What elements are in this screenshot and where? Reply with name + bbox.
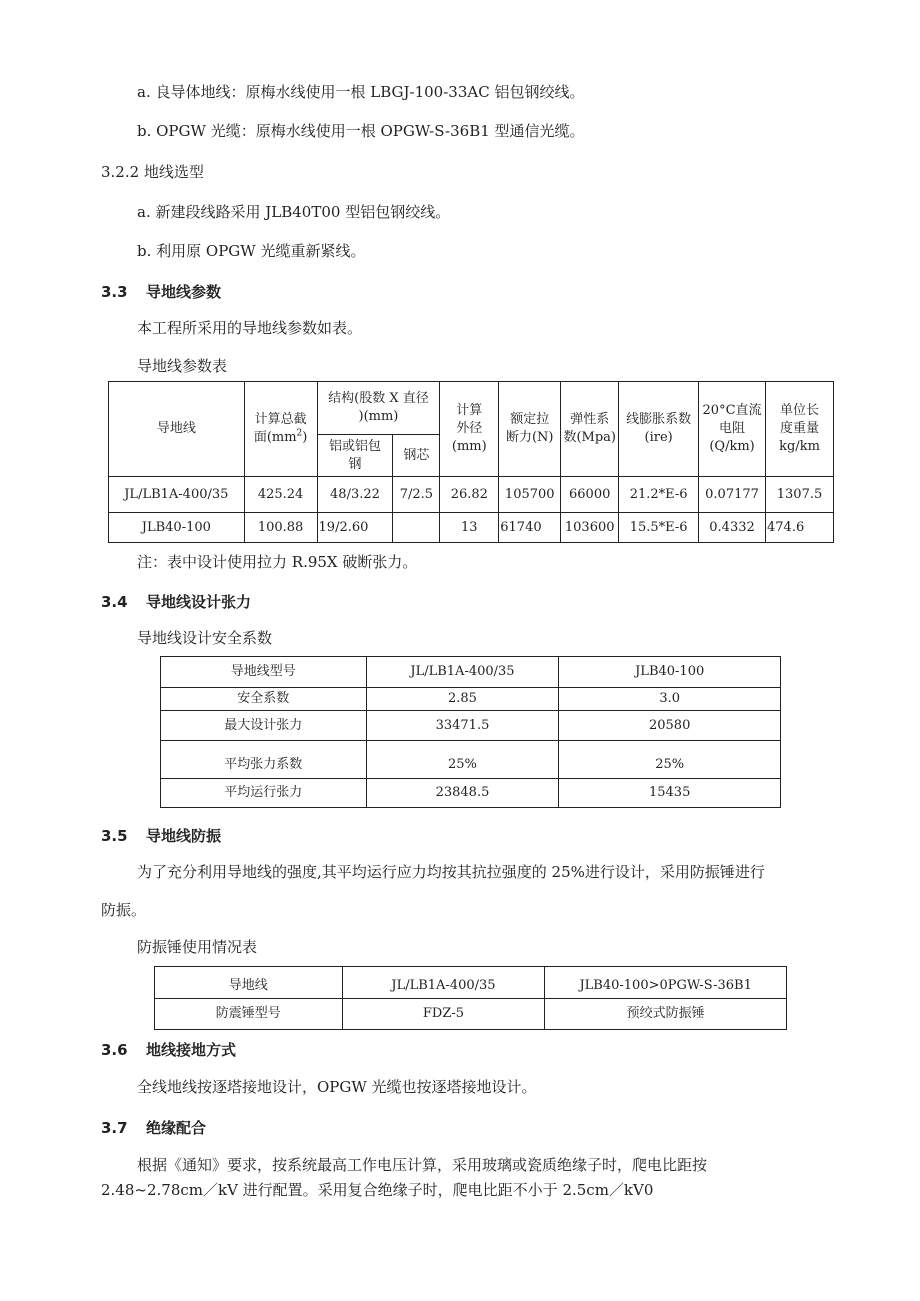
section-3-2-2-title: 3.2.2 地线选型 bbox=[101, 163, 204, 181]
row-label: 安全系数 bbox=[161, 688, 367, 711]
header-area: 计算总截 面$(mm^2)$ bbox=[244, 382, 317, 477]
design-tension-table bbox=[160, 656, 781, 808]
section-title: 地线接地方式 bbox=[146, 1041, 237, 1059]
header-steel: 钢芯 bbox=[393, 435, 440, 477]
cell-exp: 21.2*E-6 bbox=[619, 477, 699, 513]
row-label: 最大设计张力 bbox=[161, 711, 367, 741]
header-elastic-modulus: 弹性系 数(Mpa) bbox=[561, 382, 619, 477]
section-3-3-intro: 本工程所采用的导地线参数如表。 bbox=[137, 319, 363, 337]
section-title: 导地线参数 bbox=[146, 283, 222, 301]
table-row bbox=[155, 999, 787, 1030]
cell-name: JL/LB1A-400/35 bbox=[109, 477, 245, 513]
cell-value: 33471.5 bbox=[366, 711, 559, 741]
row-label: 防震锤型号 bbox=[155, 999, 343, 1030]
section-3-5-heading bbox=[101, 826, 221, 846]
table-row bbox=[155, 967, 787, 999]
section-number: 3.7 bbox=[101, 1119, 128, 1137]
damper-table bbox=[154, 966, 787, 1030]
section-3-3-heading bbox=[101, 282, 221, 302]
cell-value: 2.85 bbox=[366, 688, 559, 711]
section-title: 导地线防振 bbox=[146, 827, 222, 845]
section-3-7-heading bbox=[101, 1118, 206, 1138]
section-number: 3.3 bbox=[101, 283, 128, 301]
section-3-6-text: 全线地线按逐塔接地设计，OPGW 光缆也按逐塔接地设计。 bbox=[137, 1078, 537, 1096]
cell-value: 15435 bbox=[559, 779, 781, 808]
table-3-caption: 防振锤使用情况表 bbox=[137, 938, 258, 956]
header-cell: 导地线型号 bbox=[161, 657, 367, 688]
cell-name: JLB40-100 bbox=[109, 513, 245, 543]
table-row bbox=[109, 513, 834, 543]
header-cell: JLB40-100 bbox=[559, 657, 781, 688]
cell-value: 25% bbox=[559, 741, 781, 779]
line-b-opgw: b. OPGW 光缆：原梅水线使用一根 OPGW-S-36B1 型通信光缆。 bbox=[137, 122, 585, 140]
cell-area: 100.88 bbox=[244, 513, 317, 543]
table-1-note: 注：表中设计使用拉力 R.95X 破断张力。 bbox=[137, 553, 418, 571]
section-title: 绝缘配合 bbox=[146, 1119, 207, 1137]
cell-res: 0.4332 bbox=[699, 513, 766, 543]
cell-wt: 1307.5 bbox=[766, 477, 834, 513]
cell-alu: 19/2.60 bbox=[317, 513, 393, 543]
conductor-parameter-table bbox=[108, 381, 834, 543]
header-cell: JL/LB1A-400/35 bbox=[366, 657, 559, 688]
cell-mod: 103600 bbox=[561, 513, 619, 543]
cell-rts: 61740 bbox=[499, 513, 561, 543]
cell-mod: 66000 bbox=[561, 477, 619, 513]
line-b-reuse-opgw: b. 利用原 OPGW 光缆重新紧线。 bbox=[137, 242, 366, 260]
table-header-row bbox=[161, 657, 781, 688]
table-row bbox=[161, 688, 781, 711]
section-title: 导地线设计张力 bbox=[146, 593, 252, 611]
cell-steel bbox=[393, 513, 440, 543]
row-label: 平均运行张力 bbox=[161, 779, 367, 808]
cell-value: 3.0 bbox=[559, 688, 781, 711]
cell-alu: 48/3.22 bbox=[317, 477, 393, 513]
header-outer-diameter: 计算 外径 (mm) bbox=[440, 382, 499, 477]
header-rated-tensile: 额定拉 断力(N) bbox=[499, 382, 561, 477]
cell-od: 26.82 bbox=[440, 477, 499, 513]
cell-value: JLB40-100>0PGW-S-36B1 bbox=[545, 967, 787, 999]
section-3-7-text-line-2: 2.48~2.78cm／kV 进行配置。采用复合绝缘子时，爬电比距不小于 2.5cm／kV0 bbox=[101, 1181, 654, 1199]
line-a-new-section: a. 新建段线路采用 JLB40T00 型铝包钢绞线。 bbox=[137, 203, 451, 221]
header-resistance: 20°C直流 电阻 (Q/km) bbox=[699, 382, 766, 477]
section-3-4-heading bbox=[101, 592, 251, 612]
section-number: 3.4 bbox=[101, 593, 128, 611]
section-3-6-heading bbox=[101, 1040, 236, 1060]
cell-exp: 15.5*E-6 bbox=[619, 513, 699, 543]
section-3-5-text-line-1: 为了充分利用导地线的强度,其平均运行应力均按其抗拉强度的 25%进行设计，采用防振锤进行 bbox=[137, 863, 765, 881]
row-label: 平均张力系数 bbox=[161, 741, 367, 779]
cell-od: 13 bbox=[440, 513, 499, 543]
cell-value: JL/LB1A-400/35 bbox=[342, 967, 545, 999]
table-row bbox=[161, 711, 781, 741]
section-number: 3.6 bbox=[101, 1041, 128, 1059]
cell-rts: 105700 bbox=[499, 477, 561, 513]
header-unit-weight: 单位长 度重量 kg/km bbox=[766, 382, 834, 477]
cell-value: 20580 bbox=[559, 711, 781, 741]
header-aluminum: 铝或铝包 钢 bbox=[317, 435, 393, 477]
header-conductor: 导地线 bbox=[109, 382, 245, 477]
section-number: 3.5 bbox=[101, 827, 128, 845]
cell-steel: 7/2.5 bbox=[393, 477, 440, 513]
table-1-caption: 导地线参数表 bbox=[137, 357, 228, 375]
header-structure: 结构(股数 X 直径 )(mm) bbox=[317, 382, 440, 435]
cell-value: 预绞式防振锤 bbox=[545, 999, 787, 1030]
cell-value: FDZ-5 bbox=[342, 999, 545, 1030]
section-3-5-text-line-2: 防振。 bbox=[101, 901, 147, 919]
cell-area: 425.24 bbox=[244, 477, 317, 513]
table-row bbox=[161, 779, 781, 808]
cell-res: 0.07177 bbox=[699, 477, 766, 513]
table-row bbox=[161, 741, 781, 779]
cell-wt: 474.6 bbox=[766, 513, 834, 543]
row-label: 导地线 bbox=[155, 967, 343, 999]
table-row bbox=[109, 477, 834, 513]
cell-value: 23848.5 bbox=[366, 779, 559, 808]
header-expansion: 线膨胀系数 (ire) bbox=[619, 382, 699, 477]
line-a-good-conductor: a. 良导体地线：原梅水线使用一根 LBGJ-100-33AC 铝包钢绞线。 bbox=[137, 83, 585, 101]
cell-value: 25% bbox=[366, 741, 559, 779]
table-2-caption: 导地线设计安全系数 bbox=[137, 629, 273, 647]
section-3-7-text-line-1: 根据《通知》要求，按系统最高工作电压计算，采用玻璃或瓷质绝缘子时，爬电比距按 bbox=[137, 1156, 708, 1174]
